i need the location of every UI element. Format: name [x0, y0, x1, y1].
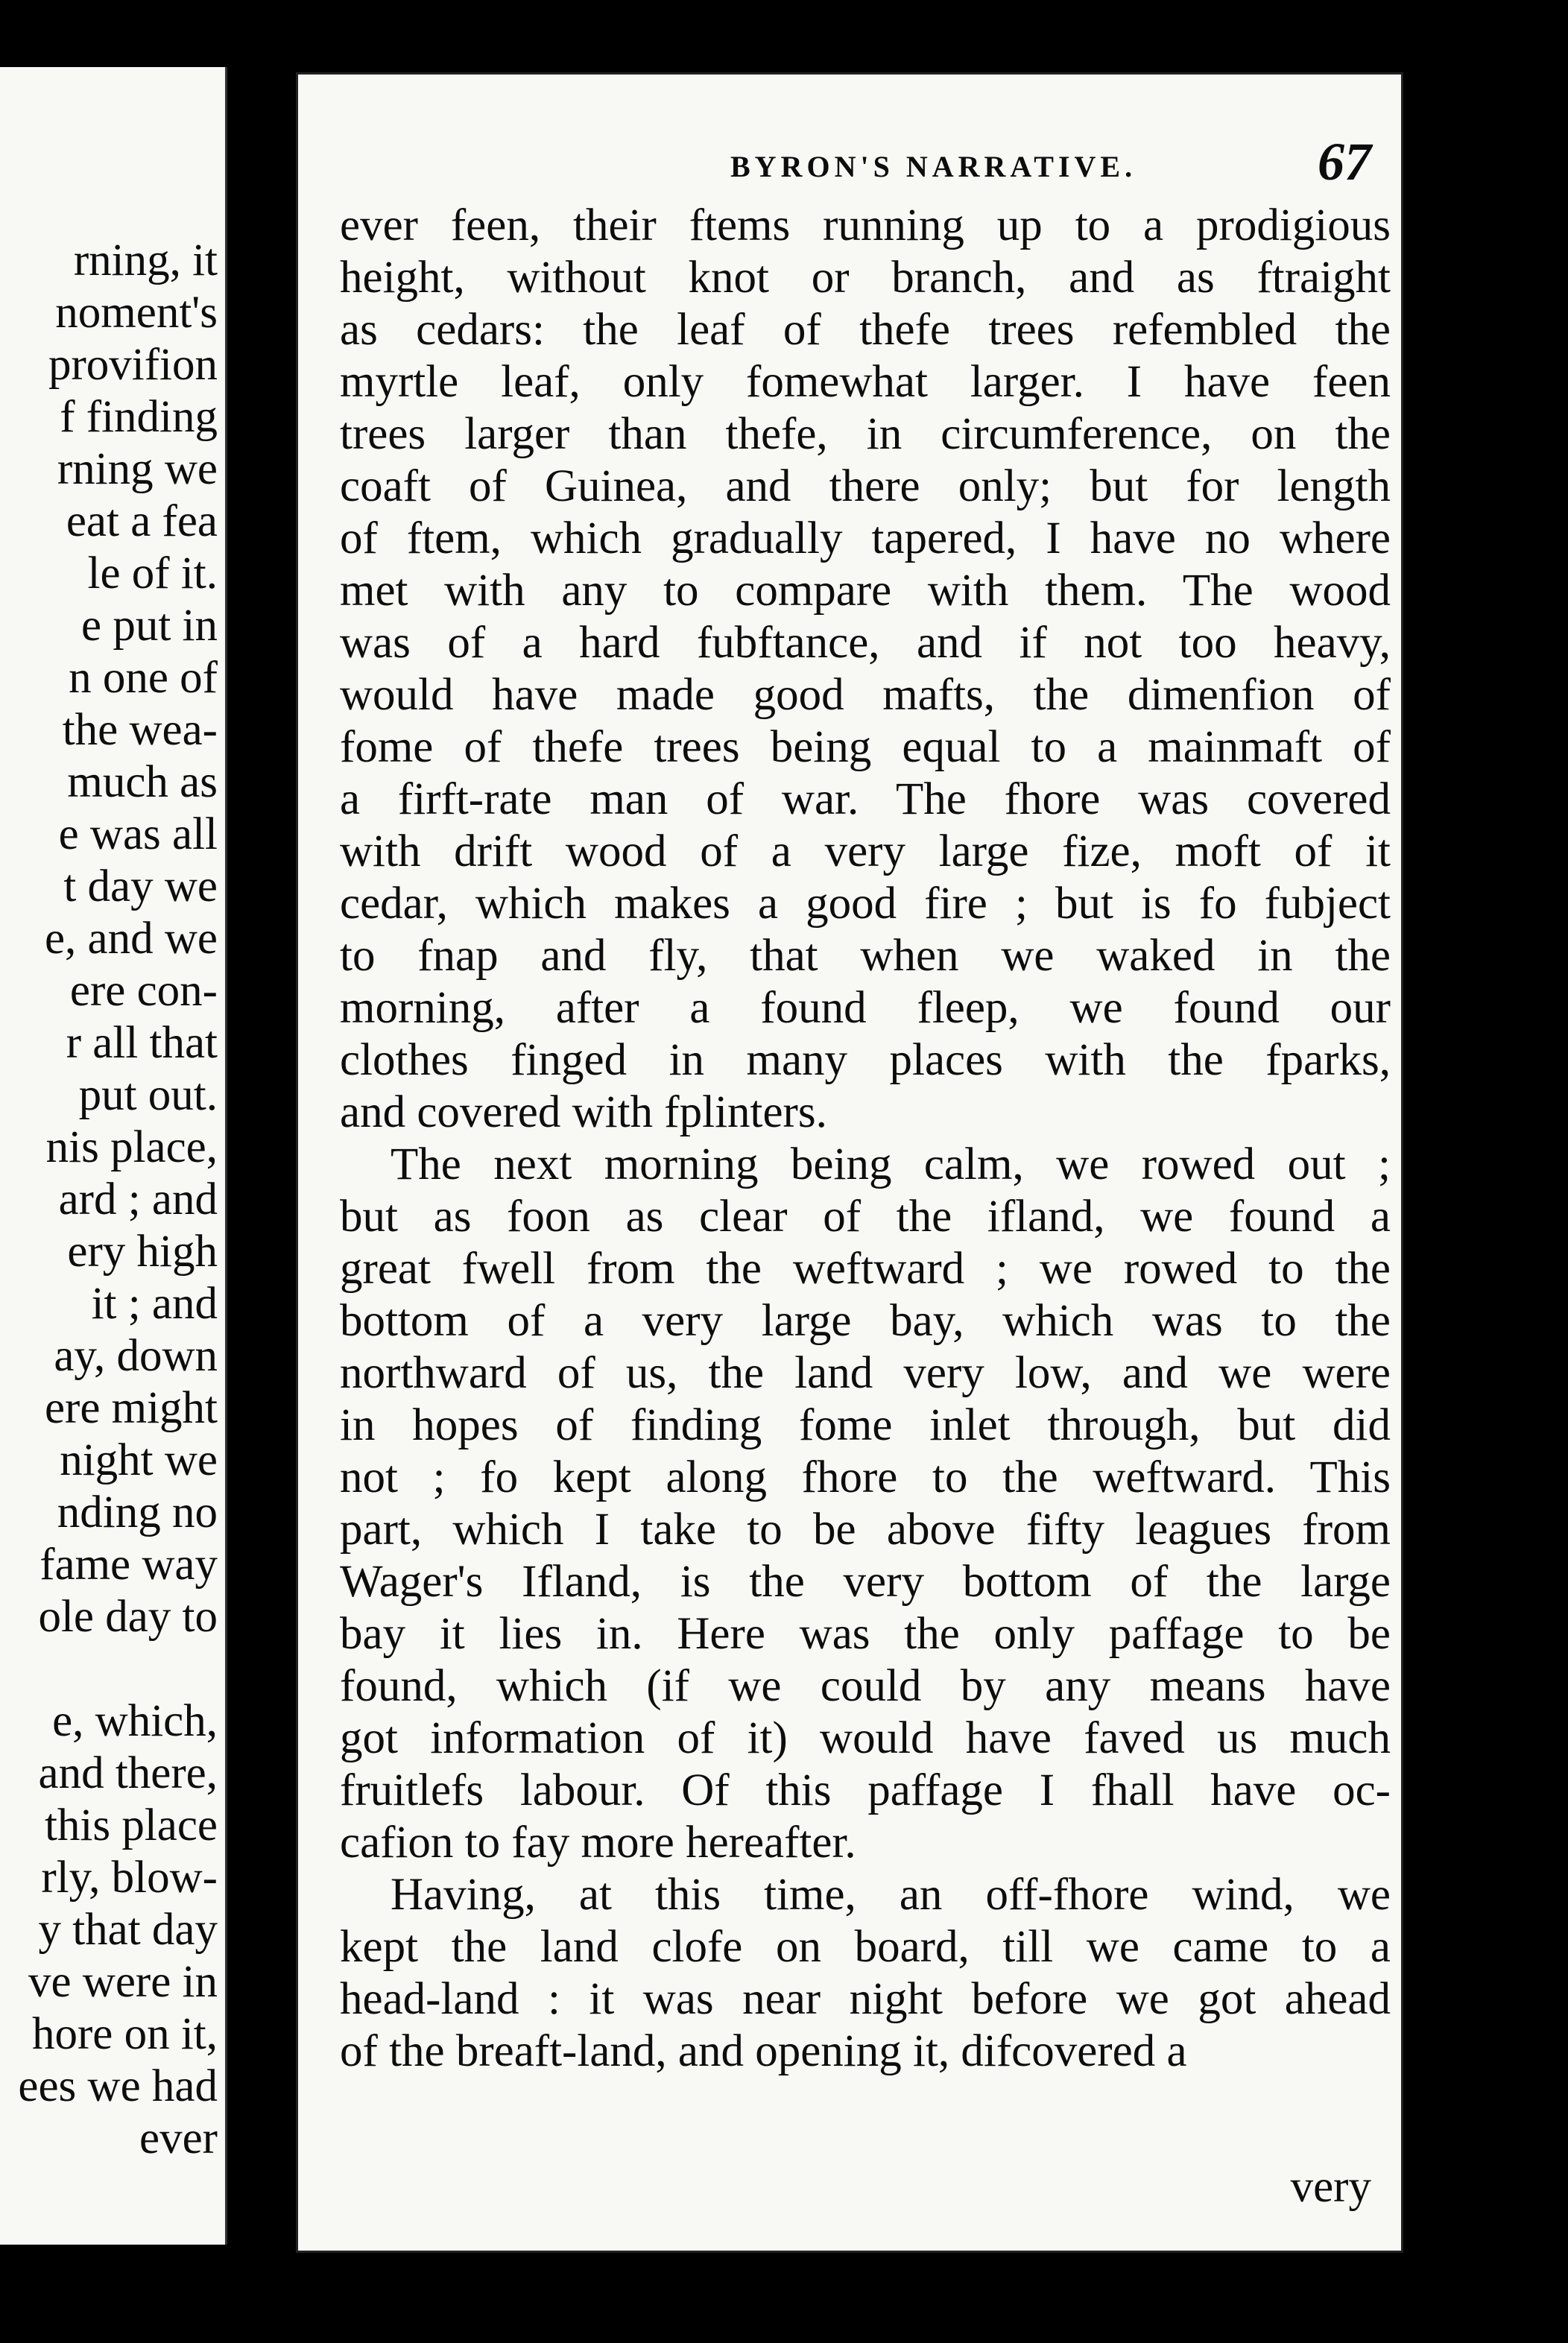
left-text-line: e, and we: [44, 914, 218, 964]
left-text-line: night we: [60, 1435, 218, 1485]
left-text-line: hore on it,: [31, 2009, 218, 2059]
text-line: head-land : it was near night before we got ahead: [340, 1974, 1391, 2024]
body-text: [340, 200, 1391, 2078]
text-line: of the breaft-land, and opening it, difcovered a: [340, 2026, 1187, 2076]
text-line: morning, after a found fleep, we found our: [340, 983, 1391, 1033]
left-text-line: ever: [139, 2113, 218, 2163]
left-text-line: eat a fea: [66, 496, 218, 546]
text-line: myrtle leaf, only fomewhat larger. I have feen: [340, 357, 1391, 407]
left-text-line: noment's: [55, 288, 218, 338]
text-line: was of a hard fubftance, and if not too heavy,: [340, 618, 1391, 668]
text-line: got information of it) would have faved us much: [340, 1713, 1391, 1763]
text-line: as cedars: the leaf of thefe trees refembled the: [340, 305, 1391, 355]
left-text-line: provifion: [48, 340, 218, 390]
left-text-line: le of it.: [87, 548, 218, 598]
left-text-line: [0, 1643, 218, 1695]
text-line: great fwell from the weftward ; we rowed to the: [340, 1244, 1391, 1294]
left-text-line: ve were in: [28, 1957, 218, 2007]
left-page: [0, 67, 227, 2245]
text-line: height, without knot or branch, and as ftraight: [340, 253, 1391, 303]
left-text-line: nis place,: [45, 1122, 218, 1172]
text-line: and covered with fplinters.: [340, 1087, 827, 1137]
text-line: a firft-rate man of war. The fhore was covered: [340, 774, 1391, 824]
left-text-line: much as: [67, 757, 218, 807]
page-number: 67: [1318, 132, 1371, 192]
text-line: coaft of Guinea, and there only; but for length: [340, 461, 1391, 511]
left-text-line: t day we: [63, 861, 218, 911]
left-text-line: ery high: [67, 1227, 218, 1277]
text-line: Having, at this time, an off-fhore wind, we: [391, 1870, 1391, 1920]
text-line: but as foon as clear of the ifland, we found a: [340, 1192, 1391, 1242]
left-text-line: fame way: [39, 1540, 218, 1590]
left-text-line: f finding: [60, 392, 218, 442]
left-text-line: the wea-: [62, 705, 218, 755]
left-text-line: ees we had: [18, 2061, 218, 2111]
text-line: in hopes of finding fome inlet through, but did: [340, 1400, 1391, 1450]
running-title: BYRON'S NARRATIVE.: [730, 150, 1137, 183]
catchword: very: [1290, 2162, 1371, 2212]
main-page: [298, 75, 1401, 2251]
text-line: of ftem, which gradually tapered, I have no where: [340, 513, 1391, 563]
left-text-line: nding no: [57, 1487, 218, 1537]
text-line: kept the land clofe on board, till we came to a: [340, 1922, 1391, 1972]
text-line: clothes finged in many places with the fparks,: [340, 1035, 1391, 1085]
left-text-line: ard ; and: [58, 1174, 218, 1224]
left-text-line: e was all: [58, 809, 218, 859]
text-line: met with any to compare with them. The wood: [340, 566, 1391, 616]
text-line: ever feen, their ftems running up to a prodigious: [340, 200, 1391, 250]
text-line: fome of thefe trees being equal to a mainmaft of: [340, 722, 1391, 772]
left-text-line: ere con-: [69, 966, 218, 1016]
left-text-line: rning we: [57, 444, 218, 494]
left-text-line: and there,: [38, 1748, 218, 1798]
text-line: Wager's Ifland, is the very bottom of the large: [340, 1557, 1391, 1607]
text-line: not ; fo kept along fhore to the weftward. This: [340, 1452, 1391, 1502]
text-line: cafion to fay more hereafter.: [340, 1818, 856, 1868]
left-text-line: rly, blow-: [41, 1853, 218, 1903]
left-text-line: ere might: [44, 1383, 218, 1433]
text-line: fruitlefs labour. Of this paffage I fhall have oc-: [340, 1765, 1391, 1815]
left-text-line: n one of: [69, 653, 218, 703]
running-head: [402, 134, 1379, 201]
text-line: trees larger than thefe, in circumference, on the: [340, 409, 1391, 459]
left-text-line: ole day to: [38, 1592, 218, 1642]
text-line: part, which I take to be above fifty leagues from: [340, 1505, 1391, 1555]
text-line: would have made good mafts, the dimenfion of: [340, 670, 1391, 720]
text-line: cedar, which makes a good fire ; but is fo fubject: [340, 879, 1391, 929]
left-text-line: r all that: [66, 1018, 218, 1068]
left-text-line: e, which,: [52, 1696, 218, 1746]
left-text-line: it ; and: [91, 1279, 218, 1329]
text-line: found, which (if we could by any means have: [340, 1661, 1391, 1711]
left-text-line: put out.: [78, 1070, 218, 1120]
text-line: with drift wood of a very large fize, moft of it: [340, 826, 1391, 876]
left-text-line: ay, down: [54, 1331, 218, 1381]
left-text-line: this place: [44, 1800, 218, 1850]
text-line: to fnap and fly, that when we waked in the: [340, 931, 1391, 981]
text-line: The next morning being calm, we rowed out ;: [391, 1139, 1391, 1189]
text-line: northward of us, the land very low, and we were: [340, 1348, 1391, 1398]
left-text-line: e put in: [81, 601, 218, 651]
text-line: bay it lies in. Here was the only paffage to be: [340, 1609, 1391, 1659]
left-text-line: rning, it: [73, 235, 218, 285]
left-text-line: y that day: [38, 1905, 218, 1955]
left-page-text: [0, 235, 218, 2165]
text-line: bottom of a very large bay, which was to the: [340, 1296, 1391, 1346]
